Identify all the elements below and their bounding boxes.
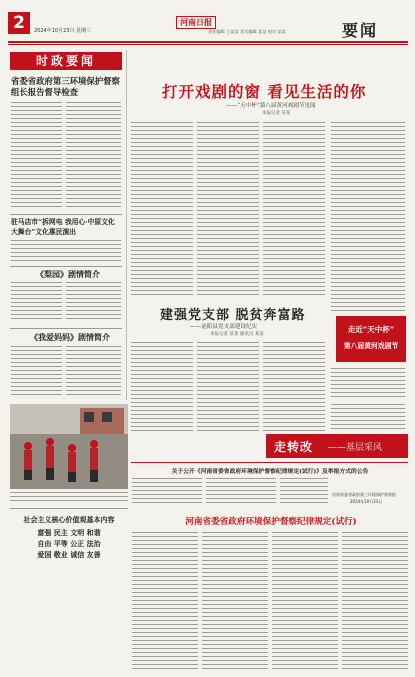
core-values-title: 社会主义核心价值观基本内容 bbox=[23, 515, 115, 524]
second-body-col-2 bbox=[197, 342, 259, 432]
divider bbox=[131, 462, 408, 463]
notice-signer: 河南省委省政府第三环境保护督察组 bbox=[332, 492, 396, 497]
regulation-col-2 bbox=[202, 532, 268, 670]
main-headline: 打开戏剧的窗 看见生活的你 bbox=[162, 82, 367, 101]
date-line: 2024年10月23日 星期三 bbox=[34, 28, 92, 34]
regulation-col-4 bbox=[342, 532, 408, 670]
sidebar-news-3-body bbox=[11, 282, 62, 322]
sidebar-news-3-body-b bbox=[66, 282, 121, 322]
second-subhead: ——泌阳县党支部建设纪实 bbox=[190, 324, 258, 330]
divider bbox=[10, 266, 122, 267]
sidebar-news-4-body-b bbox=[66, 346, 121, 398]
sidebar-news-4-title: 《我爱妈妈》剧情简介 bbox=[30, 332, 110, 342]
sidebar-news-2-body bbox=[11, 240, 121, 262]
news-photo bbox=[10, 404, 128, 489]
sidebar-news-4-body bbox=[11, 346, 62, 398]
second-headline: 建强党支部 脱贫奔富路 bbox=[160, 308, 306, 323]
page-number: 2 bbox=[8, 12, 30, 34]
masthead: 河南日报 bbox=[176, 16, 216, 29]
editor-line: 责任编辑 王某某 美术编辑 某某 校对 某某 bbox=[208, 29, 286, 34]
regulation-col-3 bbox=[272, 532, 338, 670]
main-body-col-3 bbox=[263, 122, 325, 298]
header-rule bbox=[8, 41, 408, 43]
feature-banner: 走转改 ——基层采风 bbox=[266, 434, 408, 458]
notice-body-1 bbox=[132, 478, 202, 506]
second-byline: 本报记者 某某 通讯员 某某 bbox=[210, 332, 264, 337]
main-body-col-4-tail bbox=[331, 368, 405, 400]
main-subhead: ——“天中杯”第八届黄河戏剧节见闻 bbox=[226, 103, 316, 109]
divider bbox=[10, 214, 122, 215]
sidebar-news-3-title: 《梨园》剧情简介 bbox=[36, 269, 100, 279]
notice-body-2 bbox=[206, 478, 276, 506]
main-body-col-1 bbox=[131, 122, 193, 298]
main-body-col-4 bbox=[331, 122, 405, 312]
sidebar-news-1-body-b bbox=[66, 102, 121, 210]
divider bbox=[10, 328, 122, 329]
photo-caption bbox=[10, 492, 128, 504]
red-feature-box: 走近“天中杯” 第八届黄河戏剧节 bbox=[336, 316, 406, 362]
second-body-col-4 bbox=[331, 404, 405, 432]
main-byline: 本报记者 某某 bbox=[262, 111, 291, 116]
core-values-box bbox=[10, 508, 128, 569]
sidebar-news-1-title: 省委省政府第三环境保护督察组长报告督导检查 bbox=[11, 76, 120, 97]
main-body-col-2 bbox=[197, 122, 259, 298]
second-body-col-1 bbox=[131, 342, 193, 432]
page-header bbox=[8, 4, 408, 42]
sidebar-news-1-body bbox=[11, 102, 62, 210]
sidebar-badge: 时政要闻 bbox=[10, 52, 122, 70]
notice-body-3 bbox=[280, 478, 328, 506]
column-divider bbox=[126, 50, 127, 400]
regulation-title: 河南省委省政府环境保护督察纪律规定(试行) bbox=[185, 517, 357, 527]
notice-date: 2024年10月23日 bbox=[350, 499, 383, 504]
core-values-line-1: 富强 民主 文明 和谐 bbox=[37, 528, 101, 537]
section-title: 要闻 bbox=[342, 21, 379, 40]
core-values-line-2: 自由 平等 公正 法治 bbox=[37, 539, 101, 548]
header-rule-thin bbox=[8, 44, 408, 45]
second-body-col-3 bbox=[263, 342, 325, 432]
news-photo-image bbox=[10, 404, 128, 489]
notice-title: 关于公开《河南省委省政府环境保护督察纪律规定(试行)》及举报方式的公告 bbox=[171, 469, 369, 475]
regulation-col-1 bbox=[132, 532, 198, 670]
core-values-line-3: 爱国 敬业 诚信 友善 bbox=[37, 550, 101, 559]
sidebar-news-2-title: 驻马店市“拆网电 我用心·中原文化大舞台”文化惠民演出 bbox=[11, 218, 115, 236]
